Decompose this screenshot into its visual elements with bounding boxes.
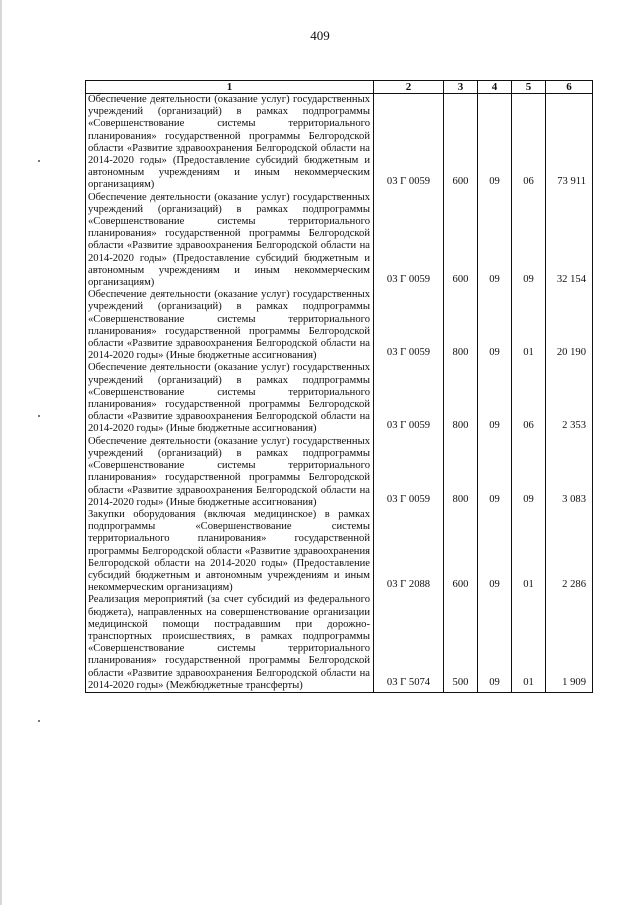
row-amount: 1 909 <box>546 594 593 692</box>
table-row <box>86 509 593 594</box>
row-col-5: 06 <box>512 362 546 435</box>
row-code: 03 Г 5074 <box>374 594 444 692</box>
row-col-5: 01 <box>512 594 546 692</box>
row-code: 03 Г 0059 <box>374 192 444 290</box>
row-description: Закупки оборудования (включая медицинское) в рамках подпрограммы «Совершенствование системы территориального планирования» государственной программы Белгородской области «Развитие здравоохранения Белгородской области на 2014-2020 годы» (Предоставление субсидий бюджетным и автономным учреждениям и иным некоммерческим организациям) <box>86 509 374 594</box>
header-col-5: 5 <box>512 81 546 94</box>
row-description: Обеспечение деятельности (оказание услуг) государственных учреждений (организаций) в рамках подпрограммы «Совершенствование системы территориального планирования» государственной программы Белгородской области «Развитие здравоохранения Белгородской области на 2014-2020 годы» (Предоставление субсидий бюджетным и автономным учреждениям и иным некоммерческим организациям) <box>86 192 374 290</box>
table-row <box>86 436 593 509</box>
header-col-2: 2 <box>374 81 444 94</box>
row-col-3: 800 <box>444 289 478 362</box>
row-amount: 2 286 <box>546 509 593 594</box>
row-description: Реализация мероприятий (за счет субсидий из федерального бюджета), направленных на совершенствование организации медицинской помощи пострадавшим при дорожно-транспортных происшествиях, в рамках подпрограммы «Совершенствование системы территориального планирования» государственной программы Белгородской области «Развитие здравоохранения Белгородской области на 2014-2020 годы» (Межбюджетные трансферты) <box>86 594 374 692</box>
table-row <box>86 594 593 692</box>
page-number: 409 <box>310 28 330 43</box>
row-code: 03 Г 0059 <box>374 362 444 435</box>
row-col-5: 06 <box>512 94 546 192</box>
row-col-3: 800 <box>444 362 478 435</box>
row-col-5: 01 <box>512 289 546 362</box>
row-description: Обеспечение деятельности (оказание услуг) государственных учреждений (организаций) в рамках подпрограммы «Совершенствование системы территориального планирования» государственной программы Белгородской области «Развитие здравоохранения Белгородской области на 2014-2020 годы» (Иные бюджетные ассигнования) <box>86 289 374 362</box>
header-col-3: 3 <box>444 81 478 94</box>
table-header-row <box>86 81 593 94</box>
row-code: 03 Г 0059 <box>374 94 444 192</box>
row-amount: 3 083 <box>546 436 593 509</box>
row-col-5: 01 <box>512 509 546 594</box>
row-description: Обеспечение деятельности (оказание услуг) государственных учреждений (организаций) в рамках подпрограммы «Совершенствование системы территориального планирования» государственной программы Белгородской области «Развитие здравоохранения Белгородской области на 2014-2020 годы» (Предоставление субсидий бюджетным и автономным учреждениям и иным некоммерческим организациям) <box>86 94 374 192</box>
scan-speck <box>38 415 40 417</box>
row-description: Обеспечение деятельности (оказание услуг) государственных учреждений (организаций) в рамках подпрограммы «Совершенствование системы территориального планирования» государственной программы Белгородской области «Развитие здравоохранения Белгородской области на 2014-2020 годы» (Иные бюджетные ассигнования) <box>86 362 374 435</box>
row-col-3: 600 <box>444 94 478 192</box>
row-col-5: 09 <box>512 192 546 290</box>
row-col-5: 09 <box>512 436 546 509</box>
header-col-4: 4 <box>478 81 512 94</box>
scan-speck <box>38 720 40 722</box>
row-amount: 2 353 <box>546 362 593 435</box>
scan-speck <box>38 160 40 162</box>
row-col-4: 09 <box>478 436 512 509</box>
row-col-3: 500 <box>444 594 478 692</box>
budget-table <box>85 80 593 693</box>
row-code: 03 Г 0059 <box>374 289 444 362</box>
table-row <box>86 289 593 362</box>
table-row <box>86 94 593 192</box>
row-col-4: 09 <box>478 94 512 192</box>
row-code: 03 Г 0059 <box>374 436 444 509</box>
row-code: 03 Г 2088 <box>374 509 444 594</box>
row-col-3: 800 <box>444 436 478 509</box>
scan-margin-edge <box>0 0 2 905</box>
row-col-4: 09 <box>478 509 512 594</box>
row-col-4: 09 <box>478 192 512 290</box>
table-row <box>86 362 593 435</box>
row-amount: 73 911 <box>546 94 593 192</box>
row-col-4: 09 <box>478 289 512 362</box>
row-col-3: 600 <box>444 192 478 290</box>
row-col-4: 09 <box>478 594 512 692</box>
row-amount: 32 154 <box>546 192 593 290</box>
header-col-6: 6 <box>546 81 593 94</box>
row-col-3: 600 <box>444 509 478 594</box>
header-col-1: 1 <box>86 81 374 94</box>
row-description: Обеспечение деятельности (оказание услуг) государственных учреждений (организаций) в рамках подпрограммы «Совершенствование системы территориального планирования» государственной программы Белгородской области «Развитие здравоохранения Белгородской области на 2014-2020 годы» (Иные бюджетные ассигнования) <box>86 436 374 509</box>
row-col-4: 09 <box>478 362 512 435</box>
row-amount: 20 190 <box>546 289 593 362</box>
table-row <box>86 192 593 290</box>
